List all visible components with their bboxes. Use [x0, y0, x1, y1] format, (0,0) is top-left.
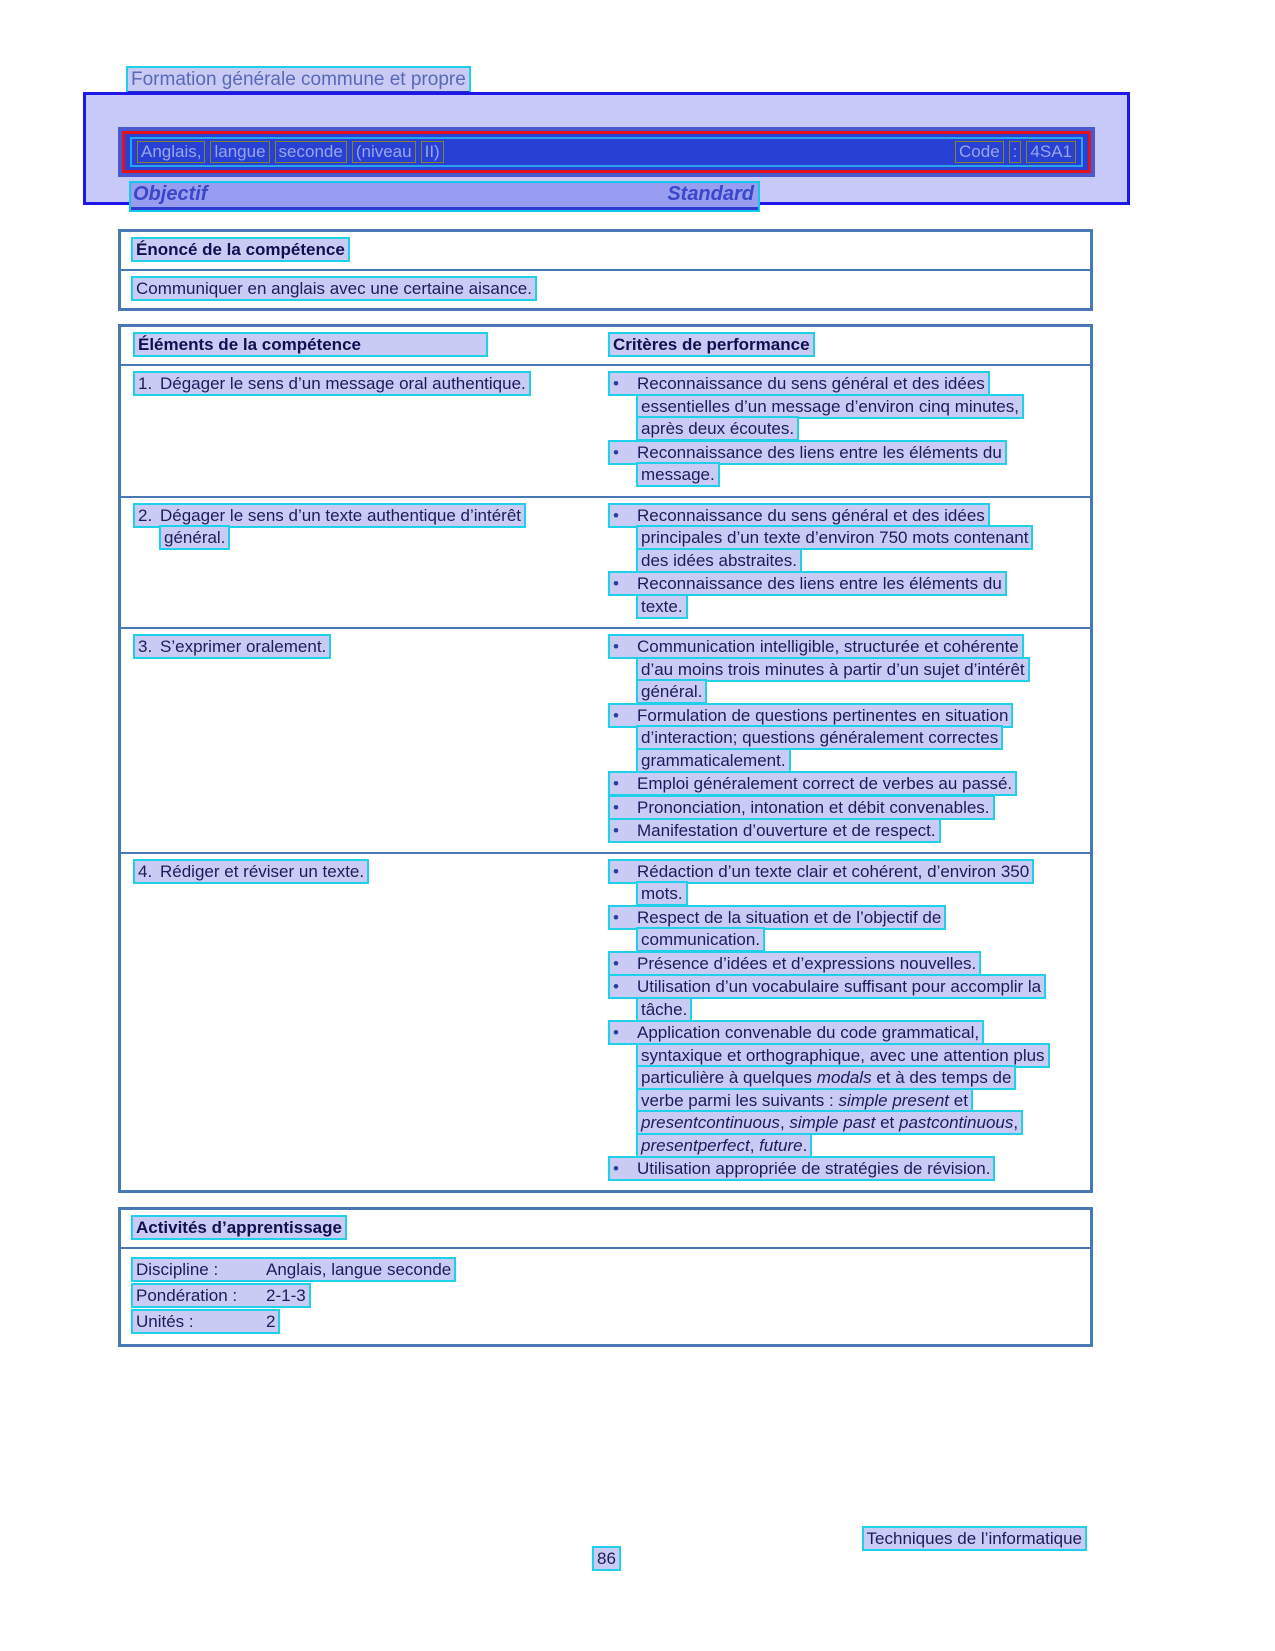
- criteria-item: [608, 1158, 1046, 1181]
- criteria-item: [608, 573, 1046, 618]
- activity-value: 2-1-3: [266, 1286, 306, 1305]
- criteria-text: • Communication intelligible, structurée et cohérente d’au moins trois minutes à partir d’un sujet d’intérêt général.: [608, 634, 1030, 704]
- element-number: 1.: [138, 374, 153, 393]
- criteria-item: [608, 636, 1046, 704]
- element-cell: [121, 636, 594, 844]
- criteria-item: [608, 820, 1046, 843]
- criteria-text: • Prononciation, intonation et débit convenables.: [608, 795, 995, 820]
- element-cell: [121, 861, 594, 1182]
- bullet-icon: •: [613, 637, 619, 656]
- enonce-header-row: [121, 232, 1090, 269]
- competence-row: [121, 627, 1090, 852]
- criteria-item: [608, 373, 1046, 441]
- course-title-word: seconde: [275, 141, 347, 163]
- footer-program-label: Techniques de l’informatique: [862, 1526, 1087, 1551]
- course-title-words: [137, 141, 444, 163]
- bullet-icon: •: [613, 442, 619, 462]
- activity-text: [131, 1309, 280, 1334]
- criteria-text: • Utilisation appropriée de stratégies de révision.: [608, 1156, 995, 1181]
- bullet-icon: •: [613, 821, 619, 840]
- criteria-item: [608, 705, 1046, 773]
- bullet-icon: •: [613, 574, 619, 593]
- bullet-icon: •: [613, 861, 619, 881]
- course-code-word: 4SA1: [1026, 141, 1076, 163]
- activites-header-row: [121, 1210, 1090, 1247]
- competence-row: [121, 364, 1090, 496]
- criteria-text: • Utilisation d’un vocabulaire suffisant pour accomplir la tâche.: [608, 974, 1046, 1022]
- bullet-icon: •: [613, 977, 619, 996]
- criteria-item: [608, 976, 1046, 1021]
- course-title-word: Anglais,: [137, 141, 205, 163]
- competence-header-row: [121, 327, 1090, 364]
- criteria-text: • Manifestation d’ouverture et de respect.: [608, 818, 941, 843]
- criteria-item: [608, 505, 1046, 573]
- bullet-icon: •: [613, 1159, 619, 1178]
- banner-red-frame: [122, 131, 1091, 173]
- page-number-label: 86: [592, 1546, 621, 1571]
- objectif-standard-strip: [129, 181, 760, 212]
- element-number: 3.: [138, 637, 153, 656]
- competence-row: [121, 852, 1090, 1190]
- section-header-label: Formation générale commune et propre: [126, 66, 471, 94]
- competence-table: [118, 324, 1093, 1193]
- activites-table: [118, 1207, 1093, 1347]
- criteria-cell: [594, 373, 1090, 488]
- activity-text: [131, 1257, 456, 1282]
- competence-rows: [121, 364, 1090, 1190]
- element-cell: [121, 505, 594, 620]
- element-item: [133, 861, 564, 884]
- standard-heading: Standard: [667, 183, 754, 205]
- criteria-text: • Reconnaissance des liens entre les éléments du texte.: [608, 571, 1007, 619]
- criteria-text: • Reconnaissance des liens entre les éléments du message.: [608, 440, 1007, 488]
- enonce-table: [118, 229, 1093, 311]
- criteria-item: [608, 773, 1046, 796]
- banner-text-line: [130, 137, 1083, 167]
- activity-label: Pondération :: [136, 1286, 238, 1305]
- activity-row: [131, 1283, 1080, 1309]
- criteria-item: [608, 907, 1046, 952]
- course-title-word: II): [421, 141, 444, 163]
- bullet-icon: •: [613, 907, 619, 927]
- criteria-text: • Emploi généralement correct de verbes au passé.: [608, 771, 1017, 796]
- element-item: [133, 636, 564, 659]
- footer-page-number: [592, 1549, 621, 1569]
- activity-text: [131, 1283, 311, 1308]
- criteria-text: • Formulation de questions pertinentes en situation d’interaction; questions généralement correctes grammaticalement.: [608, 703, 1013, 773]
- criteria-cell: [594, 861, 1090, 1182]
- objectif-heading: Objectif: [133, 183, 208, 205]
- bullet-icon: •: [613, 1023, 619, 1042]
- element-text: 1. Dégager le sens d’un message oral authentique.: [133, 371, 531, 396]
- element-text: 4. Rédiger et réviser un texte.: [133, 859, 369, 884]
- activites-body-row: [121, 1247, 1090, 1344]
- course-title-word: (niveau: [352, 141, 416, 163]
- criteria-text: • Rédaction d’un texte clair et cohérent, d’environ 350 mots.: [608, 859, 1034, 907]
- competence-row: [121, 496, 1090, 628]
- activity-label: Discipline :: [136, 1260, 219, 1279]
- criteria-cell: [594, 636, 1090, 844]
- enonce-body: Communiquer en anglais avec une certaine aisance.: [131, 276, 537, 301]
- criteria-item: [608, 1022, 1046, 1157]
- activity-row: [131, 1309, 1080, 1335]
- activity-label: Unités :: [136, 1312, 194, 1331]
- bullet-icon: •: [613, 953, 619, 973]
- bullet-icon: •: [613, 774, 619, 793]
- bullet-icon: •: [613, 705, 619, 725]
- activity-value: Anglais, langue seconde: [266, 1260, 452, 1279]
- criteria-item: [608, 797, 1046, 820]
- criteria-text: • Présence d’idées et d’expressions nouvelles.: [608, 951, 981, 976]
- criteria-item: [608, 861, 1046, 906]
- course-header-box: [83, 92, 1130, 205]
- activity-value: 2: [266, 1312, 276, 1331]
- element-cell: [121, 373, 594, 488]
- criteres-header-cell: [594, 335, 1090, 355]
- section-header: [126, 69, 471, 91]
- elements-header-cell: [121, 335, 594, 355]
- activites-header: Activités d’apprentissage: [131, 1215, 347, 1240]
- enonce-header: Énoncé de la compétence: [131, 237, 350, 262]
- element-item: [133, 373, 564, 396]
- objectif-standard-line: [131, 183, 758, 210]
- criteria-text: • Respect de la situation et de l’objectif de communication.: [608, 905, 946, 953]
- criteria-text: • Application convenable du code grammatical, syntaxique et orthographique, avec une attention plus particulière à quelques modals et à des temps de verbe parmi les suivants : simple present et presentcontinuous, simple past et pastcontinuous, presentperfect, future.: [608, 1020, 1050, 1158]
- activity-row: [131, 1257, 1080, 1283]
- element-number: 4.: [138, 861, 153, 881]
- criteres-header: Critères de performance: [608, 332, 815, 357]
- criteria-item: [608, 953, 1046, 976]
- course-code-words: [955, 141, 1076, 163]
- criteria-text: • Reconnaissance du sens général et des idées essentielles d’un message d’environ cinq minutes, après deux écoutes.: [608, 371, 1024, 441]
- enonce-body-row: [121, 269, 1090, 308]
- course-code-word: Code: [955, 141, 1004, 163]
- element-text: 3. S’exprimer oralement.: [133, 634, 331, 659]
- elements-header: Éléments de la compétence: [133, 332, 488, 357]
- criteria-cell: [594, 505, 1090, 620]
- criteria-item: [608, 442, 1046, 487]
- element-item: [133, 505, 564, 550]
- bullet-icon: •: [613, 797, 619, 817]
- course-title-word: langue: [210, 141, 269, 163]
- course-title-banner: [118, 127, 1095, 177]
- criteria-text: • Reconnaissance du sens général et des idées principales d’un texte d’environ 750 mots contenant des idées abstraites.: [608, 503, 1033, 573]
- element-text: 2. Dégager le sens d’un texte authentique d’intérêt général.: [133, 503, 526, 551]
- footer-program-name: [862, 1529, 1087, 1549]
- element-number: 2.: [138, 505, 153, 525]
- bullet-icon: •: [613, 505, 619, 525]
- bullet-icon: •: [613, 374, 619, 393]
- course-code-word: :: [1009, 141, 1022, 163]
